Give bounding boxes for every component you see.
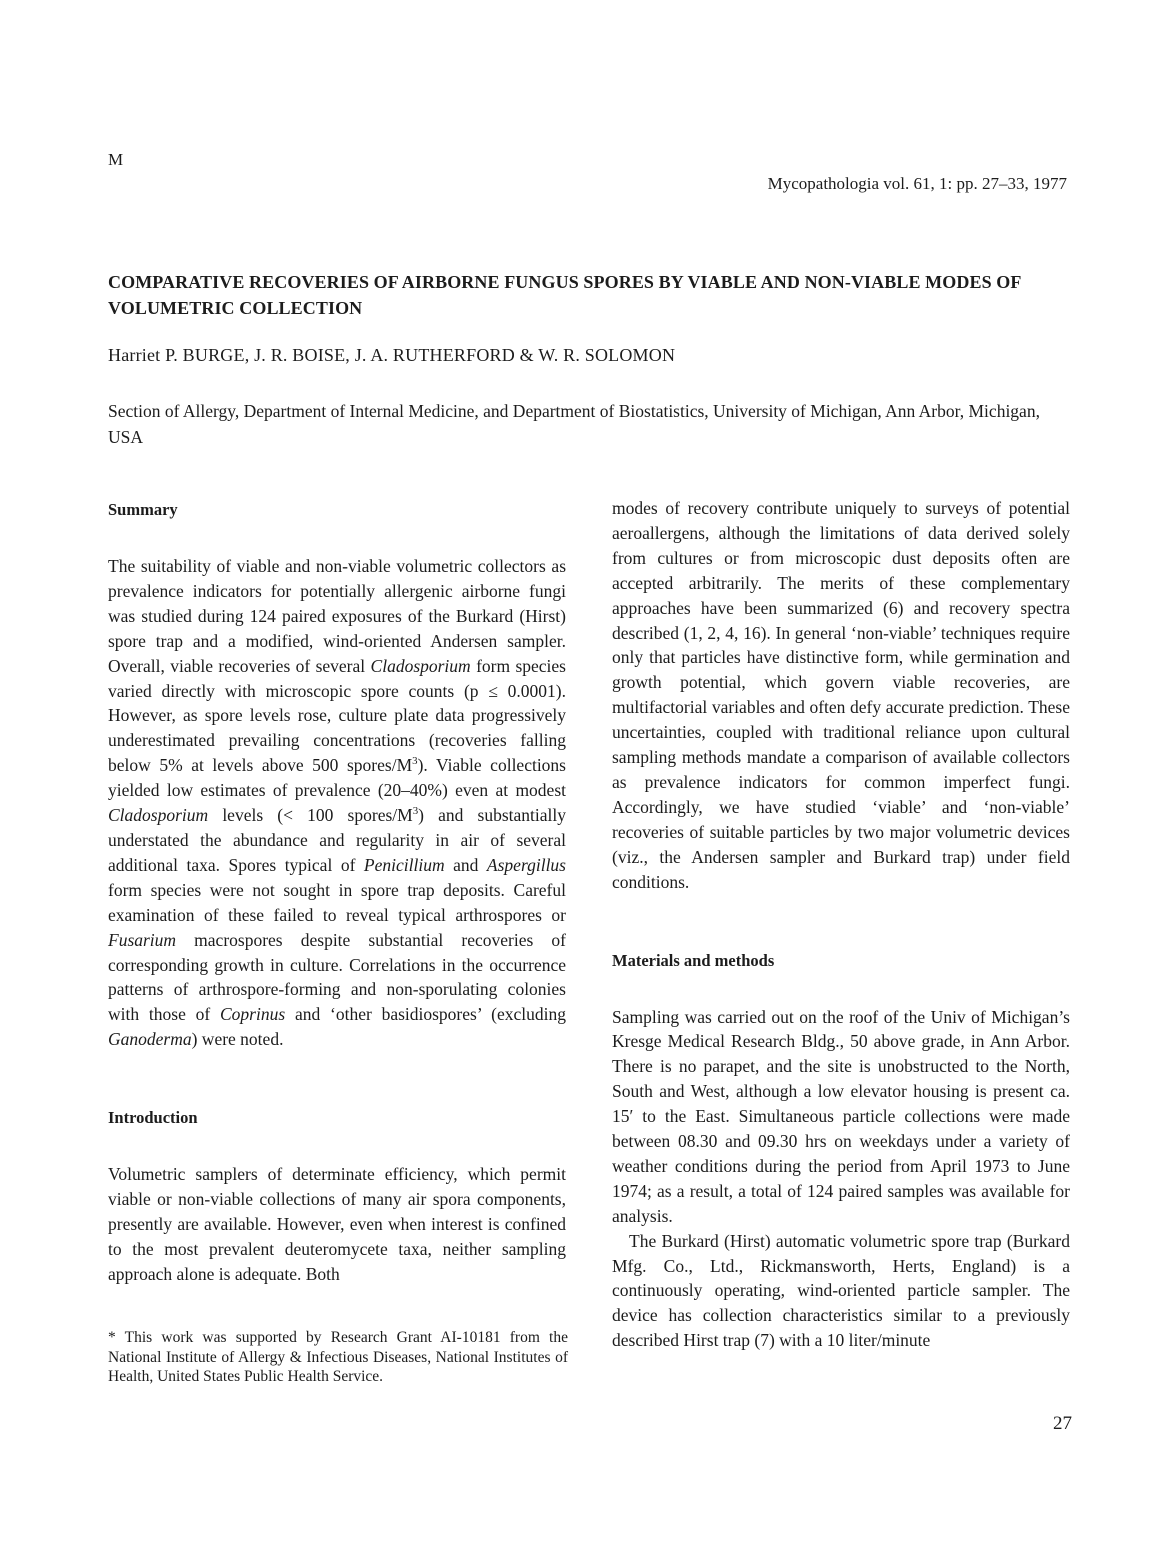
left-column [108, 496, 566, 1287]
methods-heading: Materials and methods [612, 950, 775, 970]
right-column [612, 496, 1070, 1353]
methods-paragraph-2: The Burkard (Hirst) automatic volumetric spore trap (Burkard Mfg. Co., Ltd., Rickmansworth, Herts, England) is a continuously operating, wind-oriented particle sampler. The device has collection characteristics similar to a previously described Hirst trap (7) with a 10 liter/minute [612, 1230, 1070, 1351]
introduction-heading: Introduction [108, 1108, 198, 1128]
affiliation: Section of Allergy, Department of Internal Medicine, and Department of Biostatistics, University of Michigan, Ann Arbor, Michigan, USA [108, 401, 1040, 447]
introduction-paragraph-start: Volumetric samplers of determinate efficiency, which permit viable or non-viable collections of many air spora components, presently are available. However, even when interest is confined to the most prevalent deuteromycete taxa, neither sampling approach alone is adequate. Both [108, 1164, 566, 1284]
footnote: * This work was supported by Research Grant AI-10181 from the National Institute of Allergy & Infectious Diseases, National Institutes of Health, United States Public Health Service. [108, 1329, 568, 1386]
summary-heading: Summary [108, 500, 178, 519]
article-title: COMPARATIVE RECOVERIES OF AIRBORNE FUNGUS SPORES BY VIABLE AND NON-VIABLE MODES OF VOLUMETRIC COLLECTION [108, 272, 1021, 318]
page-number: 27 [1053, 1413, 1072, 1434]
journal-reference: Mycopathologia vol. 61, 1: pp. 27–33, 1977 [767, 174, 1067, 193]
summary-paragraph: The suitability of viable and non-viable volumetric collectors as prevalence indicators for potentially allergenic airborne fungi was studied during 124 paired exposures of the Burkard (Hirst) spore trap and a modified, wind-oriented Andersen sampler. Overall, viable recoveries of several Cladosporium form species varied directly with microscopic spore counts (p ≤ 0.0001). However, as spore levels rose, culture plate data progressively underestimated prevailing concentrations (recoveries falling below 5% at levels above 500 spores/$M^3$). Viable collections yielded low estimates of prevalence (20–40%) even at modest Cladosporium levels (< 100 spores/$M^3$) and substantially understated the abundance and regularity in air of several additional taxa. Spores typical of Penicillium and Aspergillus form species were not sought in spore trap deposits. Careful examination of these failed to reveal typical arthrospores or Fusarium macrospores despite substantial recoveries of corresponding growth in culture. Correlations in the occurrence patterns of arthrospore-forming and non-sporulating colonies with those of Coprinus and ‘other basidiospores’ (excluding Ganoderma) were noted. [108, 556, 567, 1050]
corner-mark: M [108, 150, 124, 169]
introduction-paragraph-continued: modes of recovery contribute uniquely to surveys of potential aeroallergens, although the limitations of data derived solely from cultures or from microscopic dust deposits often are accepted arbitrarily. The merits of these complementary approaches have been summarized (6) and recovery spectra described (1, 2, 4, 16). In general ‘non-viable’ techniques require only that particles have distinctive form, while germination and growth potential, which govern viable recoveries, are multifactorial variables and often defy accurate prediction. These uncertainties, coupled with traditional reliance upon cultural sampling methods mandate a comparison of available collectors as prevalence indicators for common imperfect fungi. Accordingly, we have studied ‘viable’ and ‘non-viable’ recoveries of suitable particles by two major volumetric devices (viz., the Andersen sampler and Burkard trap) under field conditions. [612, 498, 1070, 892]
methods-paragraph-1: Sampling was carried out on the roof of the Univ of Michigan’s Kresge Medical Research Bldg., 50 above grade, in Ann Arbor. There is no parapet, and the site is unobstructed to the North, South and West, although a low elevator housing is present ca. 15′ to the East. Simultaneous particle collections were made between 08.30 and 09.30 hrs on weekdays under a variety of weather conditions during the period from April 1973 to June 1974; as a result, a total of 124 paired samples was available for analysis. [612, 1006, 1070, 1226]
author-list: Harriet P. BURGE, J. R. BOISE, J. A. RUTHERFORD & W. R. SOLOMON [108, 345, 676, 365]
